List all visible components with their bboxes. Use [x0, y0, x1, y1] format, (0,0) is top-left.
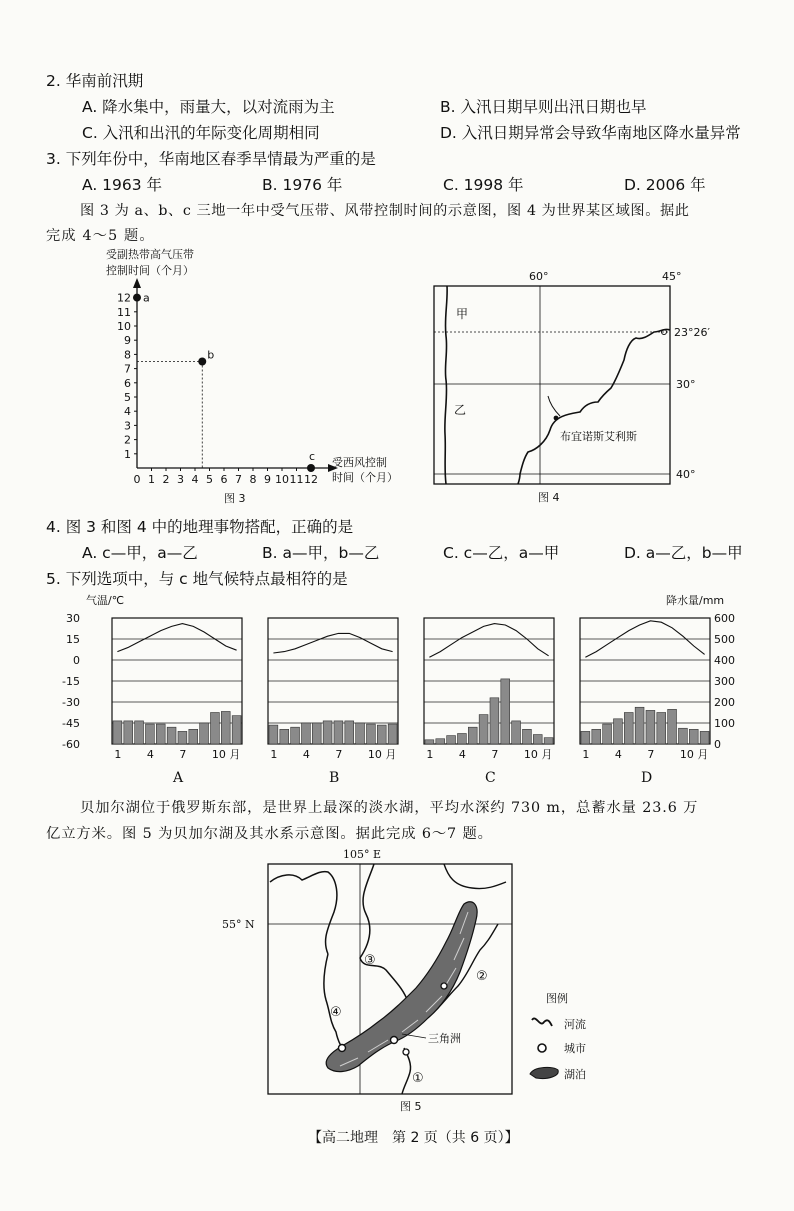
fig4-west-coast	[445, 286, 447, 484]
fig3-xtick-label: 11	[289, 473, 304, 486]
precipitation-bar	[356, 723, 365, 744]
precipitation-bar	[544, 738, 553, 744]
temperature-line	[117, 624, 236, 652]
precipitation-bar	[501, 679, 510, 744]
fig3-xtick-label: 6	[220, 473, 228, 486]
fig3-ytick-label: 6	[124, 376, 131, 390]
fig5-mark-1: ①	[412, 1071, 424, 1086]
fig3-ytick-label: 3	[124, 419, 131, 433]
fig3-point-label: a	[143, 291, 150, 305]
q2-option-b: B. 入汛日期早则出汛日期也早	[440, 98, 647, 116]
precipitation-bar	[603, 724, 612, 744]
fig5-legend-city: 城市	[564, 1042, 586, 1055]
fig3-y-arrow	[133, 278, 141, 288]
climate-precip-tick: 600	[714, 612, 735, 625]
climate-month-tick: 4	[302, 748, 310, 761]
precipitation-bar	[458, 734, 467, 745]
intro-4-5-line1: 图 3 为 a、b、c 三地一年中受气压带、风带控制时间的示意图，图 4 为世界某区域图。据此	[80, 203, 690, 219]
climate-temp-tick: 30	[66, 612, 80, 625]
fig3-xlabel-2: 时间（个月）	[332, 471, 398, 484]
climate-month-tick: 7	[179, 748, 187, 761]
intro-4-5-line2: 完成 4～5 题。	[46, 228, 155, 244]
climate-charts	[34, 590, 794, 790]
precipitation-bar	[211, 713, 220, 745]
precipitation-bar	[436, 739, 445, 744]
fig3-ytick-label: 10	[117, 320, 131, 333]
intro-6-7-line2: 亿立方米。图 5 为贝加尔湖及其水系示意图。据此完成 6～7 题。	[46, 826, 493, 842]
precipitation-bar	[345, 721, 354, 744]
precipitation-bar	[156, 724, 165, 744]
precipitation-bar	[646, 710, 655, 744]
fig3-xtick-label: 1	[148, 473, 155, 486]
temperature-line	[429, 624, 548, 658]
fig3-xtick-label: 3	[177, 473, 184, 486]
precipitation-bar	[657, 713, 666, 745]
q4-option-b: B. a—甲，b—乙	[262, 544, 380, 562]
q4-option-a: A. c—甲，a—乙	[82, 544, 198, 562]
precipitation-bar	[367, 724, 376, 744]
climate-option-letter: B	[329, 770, 340, 786]
fig3-xlabel-1: 受西风控制	[332, 456, 387, 469]
fig4-east-coast	[518, 329, 670, 484]
q3-stem: 3. 下列年份中，华南地区春季旱情最为严重的是	[46, 150, 376, 168]
q2-stem: 2. 华南前汛期	[46, 72, 144, 90]
fig3-xtick-label: 9	[264, 473, 271, 486]
fig4-caption: 图 4	[538, 491, 560, 504]
q5-stem: 5. 下列选项中，与 c 地气候特点最相符的是	[46, 570, 348, 588]
climate-precip-tick: 200	[714, 696, 735, 709]
fig4-lat-40: 40°	[676, 468, 696, 481]
fig5-river-3	[360, 864, 408, 1002]
climate-precip-tick: 0	[714, 738, 721, 751]
fig3-ytick-label: 1	[124, 447, 131, 461]
fig3-point-c	[307, 464, 315, 472]
fig3-xtick-label: 2	[162, 473, 170, 486]
fig5-legend-lake: 湖泊	[564, 1068, 586, 1081]
fig5-river-north-tributary	[444, 864, 506, 889]
precipitation-bar	[146, 724, 155, 744]
lake-legend-icon	[530, 1067, 558, 1078]
q2-option-c: C. 入汛和出汛的年际变化周期相同	[82, 124, 320, 142]
precipitation-bar	[167, 727, 176, 744]
q2-option-a: A. 降水集中，雨量大，以对流雨为主	[82, 98, 335, 116]
fig4-city-dot	[554, 416, 559, 421]
precipitation-bar	[581, 731, 590, 744]
fig3-xtick-label: 5	[206, 473, 213, 486]
fig5-river-4	[324, 954, 346, 1054]
fig5-legend-river: 河流	[564, 1018, 586, 1031]
fig5-lake	[326, 902, 477, 1072]
fig4-city-label: 布宜诺斯艾利斯	[560, 430, 637, 443]
climate-month-tick: 7	[335, 748, 343, 761]
fig4-frame	[434, 286, 670, 484]
climate-precip-tick: 400	[714, 654, 735, 667]
climate-month-tick: 1	[114, 748, 122, 761]
q4-stem: 4. 图 3 和图 4 中的地理事物搭配，正确的是	[46, 518, 354, 536]
fig3-xtick-label: 10	[275, 473, 289, 486]
climate-temp-tick: -60	[62, 738, 80, 751]
fig4-lat-30: 30°	[676, 378, 696, 391]
fig3-ytick-label: 5	[124, 391, 131, 404]
climate-month-tick: 7	[647, 748, 655, 761]
fig3-ytick-label: 7	[124, 362, 131, 376]
precipitation-bar	[479, 715, 488, 744]
climate-option-letter: D	[641, 770, 653, 786]
fig5-mark-3: ③	[364, 953, 376, 968]
precipitation-bar	[635, 707, 644, 744]
fig4-lat-tropic: 23°26′	[674, 326, 710, 339]
climate-chart-b	[268, 618, 398, 786]
fig3-xtick-label: 0	[133, 473, 141, 486]
fig3-ytick-label: 11	[117, 305, 131, 319]
climate-temp-tick: -15	[62, 675, 80, 688]
fig3-ylabel-2: 控制时间（个月）	[106, 264, 194, 277]
fig4-place-yi: 乙	[454, 403, 467, 417]
fig5-mark-2: ②	[476, 969, 488, 984]
precipitation-bar	[232, 716, 241, 744]
climate-month-tick: 4	[614, 748, 622, 761]
precipitation-bar	[178, 731, 187, 744]
fig3-point-a	[133, 294, 141, 302]
precipitation-bar	[700, 731, 709, 744]
fig4-lon-45: 45°	[662, 270, 682, 283]
climate-option-letter: C	[485, 770, 496, 786]
precipitation-bar	[512, 721, 521, 744]
climate-month-tick: 1	[426, 748, 434, 761]
fig3-point-label: b	[207, 348, 215, 362]
fig4-river	[548, 396, 560, 416]
climate-month-tick: 10 月	[367, 748, 397, 761]
precipitation-bar	[468, 727, 477, 744]
climate-precip-tick: 500	[714, 633, 735, 646]
precipitation-bar	[614, 719, 623, 744]
fig3-point-label: c	[309, 450, 316, 463]
fig5-caption: 图 5	[400, 1100, 422, 1113]
city-legend-icon	[538, 1044, 546, 1052]
precipitation-bar	[425, 740, 434, 744]
climate-month-tick: 4	[146, 748, 154, 761]
precipitation-bar	[200, 723, 209, 744]
figure-5-map	[218, 842, 638, 1122]
precipitation-bar	[135, 721, 144, 744]
precipitation-bar	[533, 735, 542, 744]
intro-6-7-line1: 贝加尔湖位于俄罗斯东部，是世界上最深的淡水湖，平均水深约 730 m，总蓄水量 23.6 万	[80, 800, 699, 816]
climate-temp-tick: 0	[73, 654, 80, 667]
fig5-delta-label: 三角洲	[428, 1032, 461, 1045]
precipitation-bar	[592, 729, 601, 744]
fig4-place-jia: 甲	[456, 307, 469, 321]
precipitation-bar	[334, 721, 343, 744]
precipitation-bar	[490, 698, 499, 744]
river-legend-icon	[532, 1018, 552, 1026]
precipitation-bar	[302, 723, 311, 744]
fig3-xtick-label: 12	[304, 473, 318, 486]
precipitation-bar	[689, 729, 698, 744]
q3-option-d: D. 2006 年	[624, 176, 706, 194]
fig5-city-south	[403, 1049, 409, 1055]
climate-precip-tick: 300	[714, 675, 735, 688]
fig3-caption: 图 3	[224, 492, 246, 505]
fig3-xtick-label: 7	[235, 473, 242, 486]
climate-chart-c	[424, 618, 554, 786]
climate-month-tick: 10 月	[523, 748, 553, 761]
fig3-ytick-label: 2	[124, 433, 131, 447]
fig3-ytick-label: 8	[124, 348, 131, 362]
climate-temp-tick: 15	[66, 633, 80, 646]
climate-chart-d	[580, 618, 710, 786]
precipitation-bar	[377, 725, 386, 744]
precipitation-bar	[523, 729, 532, 744]
fig3-ylabel-1: 受副热带高气压带	[106, 248, 194, 261]
precipitation-bar	[124, 721, 133, 744]
precipitation-bar	[269, 725, 278, 744]
climate-month-tick: 10 月	[679, 748, 709, 761]
figure-4-map	[428, 266, 710, 504]
fig4-lon-60: 60°	[529, 270, 549, 283]
precipitation-bar	[679, 728, 688, 744]
q2-option-d: D. 入汛日期异常会导致华南地区降水量异常	[440, 124, 741, 142]
climate-precip-tick: 100	[714, 717, 735, 730]
fig5-lat-label: 55° N	[222, 918, 255, 931]
fig5-mark-4: ④	[330, 1005, 342, 1020]
precipitation-bar	[291, 727, 300, 744]
q3-option-b: B. 1976 年	[262, 176, 343, 194]
precipitation-bar	[312, 723, 321, 744]
fig5-city-north	[441, 983, 447, 989]
climate-left-axis-label: 气温/℃	[86, 594, 125, 607]
climate-temp-tick: -30	[62, 696, 80, 709]
fig5-legend-title: 图例	[546, 992, 568, 1005]
fig3-xtick-label: 8	[249, 473, 257, 486]
climate-month-tick: 1	[582, 748, 590, 761]
fig5-city-delta	[391, 1037, 398, 1044]
temperature-line	[273, 633, 392, 653]
climate-month-tick: 10 月	[211, 748, 241, 761]
precipitation-bar	[388, 724, 397, 744]
precipitation-bar	[624, 713, 633, 745]
climate-month-tick: 4	[458, 748, 466, 761]
climate-option-letter: A	[173, 770, 184, 786]
fig5-city-west	[339, 1045, 346, 1052]
precipitation-bar	[280, 729, 289, 744]
q3-option-c: C. 1998 年	[443, 176, 524, 194]
q3-option-a: A. 1963 年	[82, 176, 163, 194]
figure-3-chart	[100, 246, 430, 506]
fig3-xtick-label: 4	[191, 473, 199, 486]
q4-option-c: C. c—乙，a—甲	[443, 544, 560, 562]
fig3-ytick-label: 12	[117, 291, 131, 305]
precipitation-bar	[323, 721, 332, 744]
climate-month-tick: 7	[491, 748, 499, 761]
precipitation-bar	[447, 736, 456, 744]
climate-temp-tick: -45	[62, 717, 80, 730]
q4-option-d: D. a—乙，b—甲	[624, 544, 743, 562]
climate-month-tick: 1	[270, 748, 278, 761]
fig3-ytick-label: 4	[124, 405, 131, 419]
fig3-point-b	[198, 358, 206, 366]
climate-right-axis-label: 降水量/mm	[666, 594, 725, 607]
fig5-river-north	[270, 872, 337, 954]
climate-chart-a	[112, 618, 242, 786]
precipitation-bar	[668, 709, 677, 744]
fig5-lon-label: 105° E	[343, 848, 382, 861]
precipitation-bar	[189, 729, 198, 744]
precipitation-bar	[113, 721, 122, 744]
page-footer: 【高二地理 第 2 页（共 6 页）】	[308, 1130, 519, 1146]
fig3-ytick-label: 9	[124, 334, 131, 348]
precipitation-bar	[221, 711, 230, 744]
